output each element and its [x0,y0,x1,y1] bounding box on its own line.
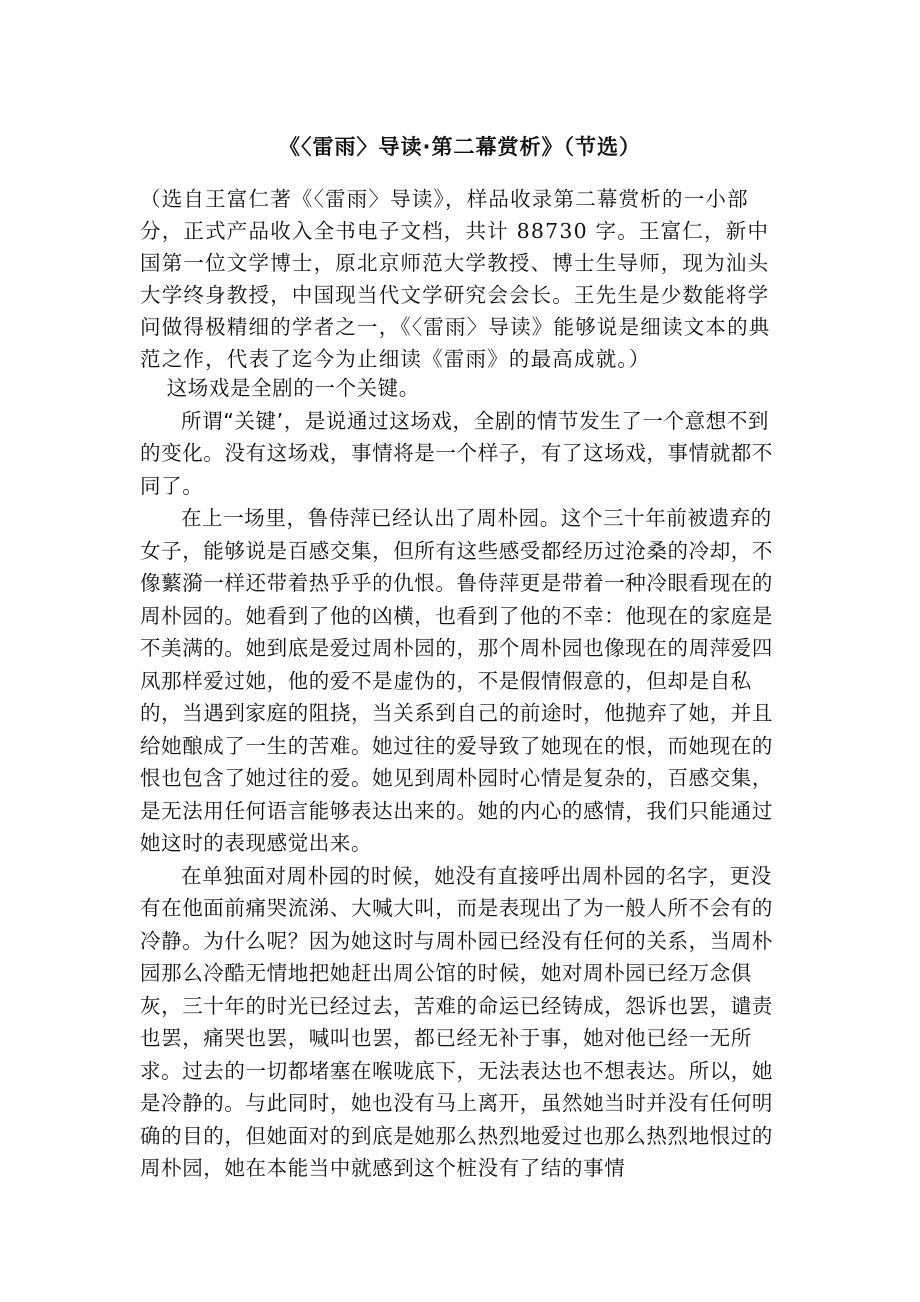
paragraph-2: 所谓“关键’，是说通过这场戏，全剧的情节发生了一个意想不到的变化。没有这场戏，事情将是一个样子，有了这场戏，事情就都不同了。 [140,408,773,498]
intro-note [140,183,780,375]
document-title: 《〈雷雨〉导读·第二幕赏析》（节选） [279,135,641,159]
intro-paragraph: （选自王富仁著《〈雷雨〉导读》，样品收录第二幕赏析的一小部分，正式产品收入全书电子文档，共计 88730 字。王富仁，新中国第一位文学博士，原北京师范大学教授、博士生导师，现为汕头大学终身教授，中国现当代文学研究会会长。王先生是少数能将学问做得极精细的学者之一，《〈雷雨〉导读》能够说是细读文本的典范之作，代表了迄今为止细读《雷雨》的最高成就。） [140,187,771,371]
paragraph-1: 这场戏是全剧的一个关键。 [166,376,420,400]
body-text [140,372,780,1185]
paragraph-4: 在单独面对周朴园的时候，她没有直接呼出周朴园的名字，更没有在他面前痛哭流涕、大喊大叫，而是表现出了为一般人所不会有的冷静。为什么呢？因为她这时与周朴园已经没有任何的关系，当周朴园那么冷酷无情地把她赶出周公馆的时候，她对周朴园已经万念俱灰，三十年的时光已经过去，苦难的命运已经铸成，怨诉也罢，谴责也罢，痛哭也罢，喊叫也罢，都已经无补于事，她对他已经一无所求。过去的一切都堵塞在喉咙底下，无法表达也不想表达。所以，她是冷静的。与此同时，她也没有马上离开，虽然她当时并没有任何明确的目的，但她面对的到底是她那么热烈地爱过也那么热烈地恨过的周朴园，她在本能当中就感到这个桩没有了结的事情 [140,863,773,1180]
paragraph-3: 在上一场里，鲁侍萍已经认出了周朴园。这个三十年前被遗弃的女子，能够说是百感交集，但所有这些感受都经历过沧桑的冷却，不像蘩漪一样还带着热乎乎的仇恨。鲁侍萍更是带着一种冷眼看现在的周朴园的。她看到了他的凶横，也看到了他的不幸：他现在的家庭是不美满的。她到底是爱过周朴园的，那个周朴园也像现在的周萍爱四凤那样爱过她，他的爱不是虚伪的，不是假情假意的，但却是自私的，当遇到家庭的阻挠，当关系到自己的前途时，他抛弃了她，并且给她酿成了一生的苦难。她过往的爱导致了她现在的恨，而她现在的恨也包含了她过往的爱。她见到周朴园时心情是复杂的，百感交集，是无法用任何语言能够表达出来的。她的内心的感情，我们只能通过她这时的表现感觉出来。 [140,506,773,855]
